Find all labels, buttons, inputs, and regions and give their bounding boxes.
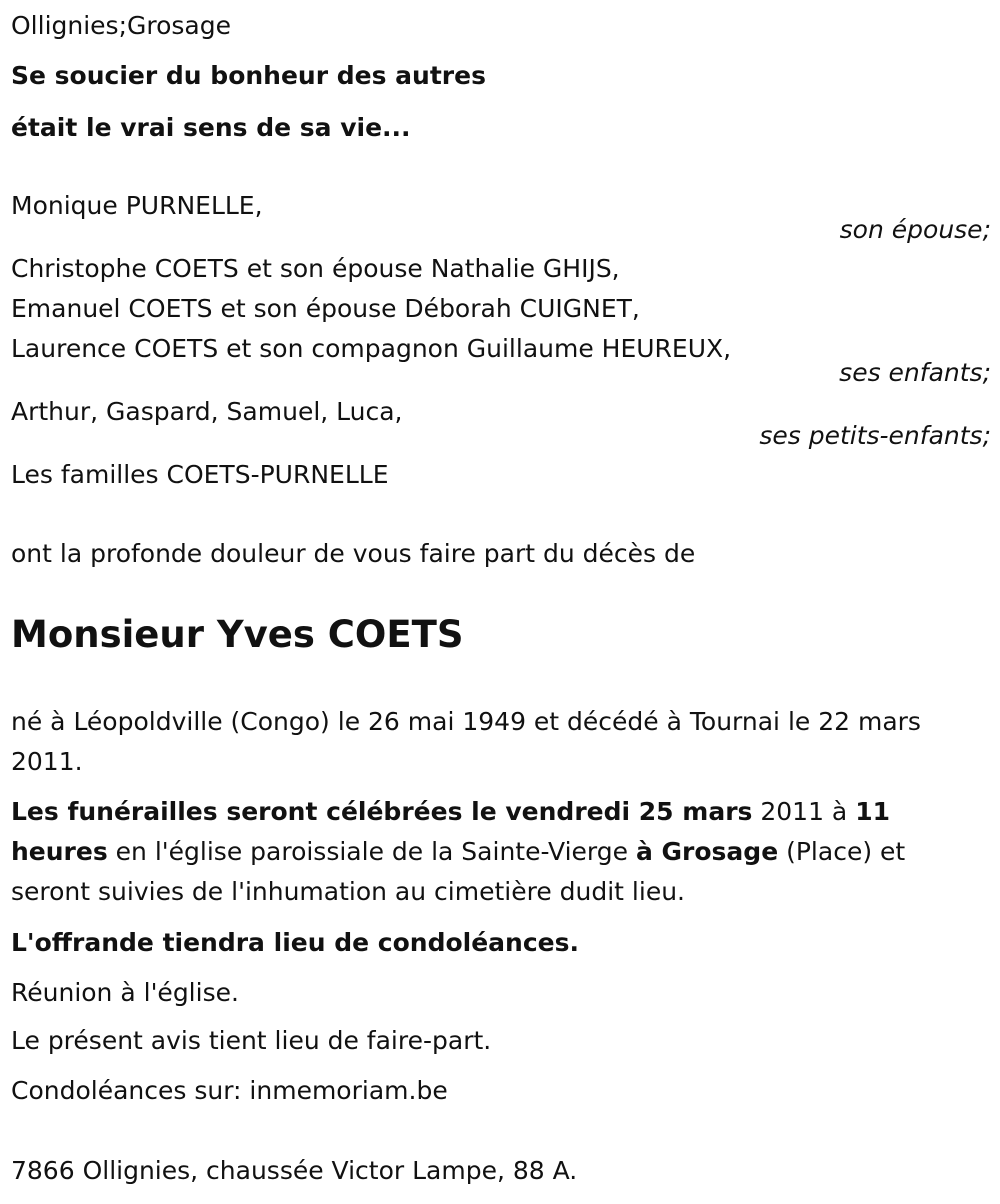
child-line-3: Laurence COETS et son compagnon Guillaume HEUREUX, bbox=[11, 334, 732, 363]
address-line: 7866 Ollignies, chaussée Victor Lampe, 88 A. bbox=[11, 1156, 578, 1185]
reunion-line: Réunion à l'église. bbox=[11, 978, 239, 1007]
funeral-hour-text: 11 heures bbox=[11, 797, 890, 866]
children-role: ses enfants; bbox=[839, 358, 991, 387]
spouse-role: son épouse; bbox=[839, 215, 991, 244]
offering-line: L'offrande tiendra lieu de condoléances. bbox=[11, 928, 579, 957]
motto-line-1: Se soucier du bonheur des autres bbox=[11, 61, 486, 90]
families-line: Les familles COETS-PURNELLE bbox=[11, 460, 389, 489]
funeral-paragraph bbox=[11, 792, 986, 912]
funeral-year-text: 2011 à bbox=[752, 797, 856, 826]
funeral-burial-text: (Place) et seront suivies de l'inhumation au cimetière dudit lieu. bbox=[11, 837, 906, 906]
child-line-2: Emanuel COETS et son épouse Déborah CUIGNET, bbox=[11, 294, 640, 323]
funeral-place-text: à Grosage bbox=[635, 837, 779, 866]
deceased-name: Monsieur Yves COETS bbox=[11, 613, 464, 656]
condolences-line: Condoléances sur: inmemoriam.be bbox=[11, 1076, 448, 1105]
birth-death-paragraph: né à Léopoldville (Congo) le 26 mai 1949 et décédé à Tournai le 22 mars 2011. bbox=[11, 707, 921, 776]
location-line: Ollignies;Grosage bbox=[11, 11, 231, 40]
grandchildren-role: ses petits-enfants; bbox=[759, 421, 991, 450]
announcement-line: ont la profonde douleur de vous faire part du décès de bbox=[11, 539, 696, 568]
grandchildren-names: Arthur, Gaspard, Samuel, Luca, bbox=[11, 397, 403, 426]
child-line-1: Christophe COETS et son épouse Nathalie GHIJS, bbox=[11, 254, 620, 283]
funeral-church-text: en l'église paroissiale de la Sainte-Vierge bbox=[107, 837, 636, 866]
funeral-date-text: Les funérailles seront célébrées le vendredi 25 mars bbox=[11, 797, 753, 826]
motto-line-2: était le vrai sens de sa vie... bbox=[11, 113, 411, 142]
spouse-name: Monique PURNELLE, bbox=[11, 191, 263, 220]
notice-line: Le présent avis tient lieu de faire-part. bbox=[11, 1026, 492, 1055]
